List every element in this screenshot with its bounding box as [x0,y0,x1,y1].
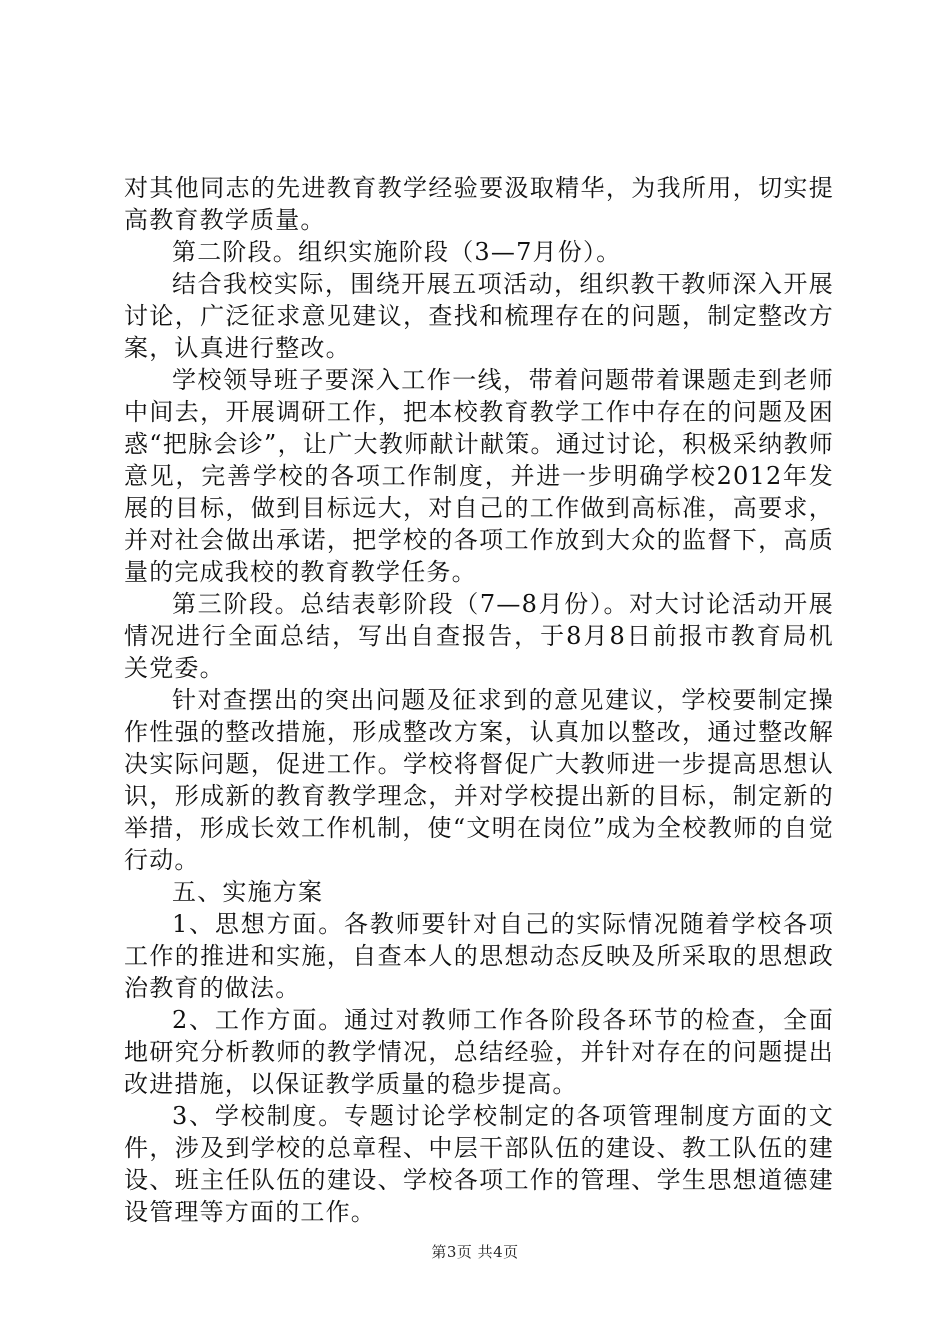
paragraph-phase-three: 第三阶段。总结表彰阶段（7—8月份）。对大讨论活动开展情况进行全面总结，写出自查报告，于8月8日前报市教育局机关党委。 [124,590,834,682]
paragraph-continuation: 对其他同志的先进教育教学经验要汲取精华，为我所用，切实提高教育教学质量。 [124,174,834,234]
paragraph: 针对查摆出的突出问题及征求到的意见建议，学校要制定操作性强的整改措施，形成整改方案，认真加以整改，通过整改解决实际问题，促进工作。学校将督促广大教师进一步提高思想认识，形成新的教育教学理念，并对学校提出新的目标，制定新的举措，形成长效工作机制，使“文明在岗位”成为全校教师的自觉行动。 [124,686,834,874]
list-item-school-rules: 3、学校制度。专题讨论学校制定的各项管理制度方面的文件，涉及到学校的总章程、中层干部队伍的建设、教工队伍的建设、班主任队伍的建设、学校各项工作的管理、学生思想道德建设管理等方面的工作。 [124,1102,834,1226]
list-item-work: 2、工作方面。通过对教师工作各阶段各环节的检查，全面地研究分析教师的教学情况，总结经验，并针对存在的问题提出改进措施，以保证教学质量的稳步提高。 [124,1006,834,1098]
document-body [124,172,834,1228]
paragraph: 学校领导班子要深入工作一线，带着问题带着课题走到老师中间去，开展调研工作，把本校教育教学工作中存在的问题及困惑“把脉会诊”，让广大教师献计献策。通过讨论，积极采纳教师意见，完善学校的各项工作制度，并进一步明确学校2012年发展的目标，做到目标远大，对自己的工作做到高标准，高要求，并对社会做出承诺，把学校的各项工作放到大众的监督下，高质量的完成我校的教育教学任务。 [124,366,834,586]
page-number-footer: 第3页 共4页 [431,1243,519,1261]
section-heading: 五、实施方案 [172,878,324,906]
list-item-thought: 1、思想方面。各教师要针对自己的实际情况随着学校各项工作的推进和实施，自查本人的思想动态反映及所采取的思想政治教育的做法。 [124,910,834,1002]
paragraph-phase-two-heading: 第二阶段。组织实施阶段（3—7月份）。 [172,238,622,266]
paragraph: 结合我校实际，围绕开展五项活动，组织教干教师深入开展讨论，广泛征求意见建议，查找和梳理存在的问题，制定整改方案，认真进行整改。 [124,270,834,362]
